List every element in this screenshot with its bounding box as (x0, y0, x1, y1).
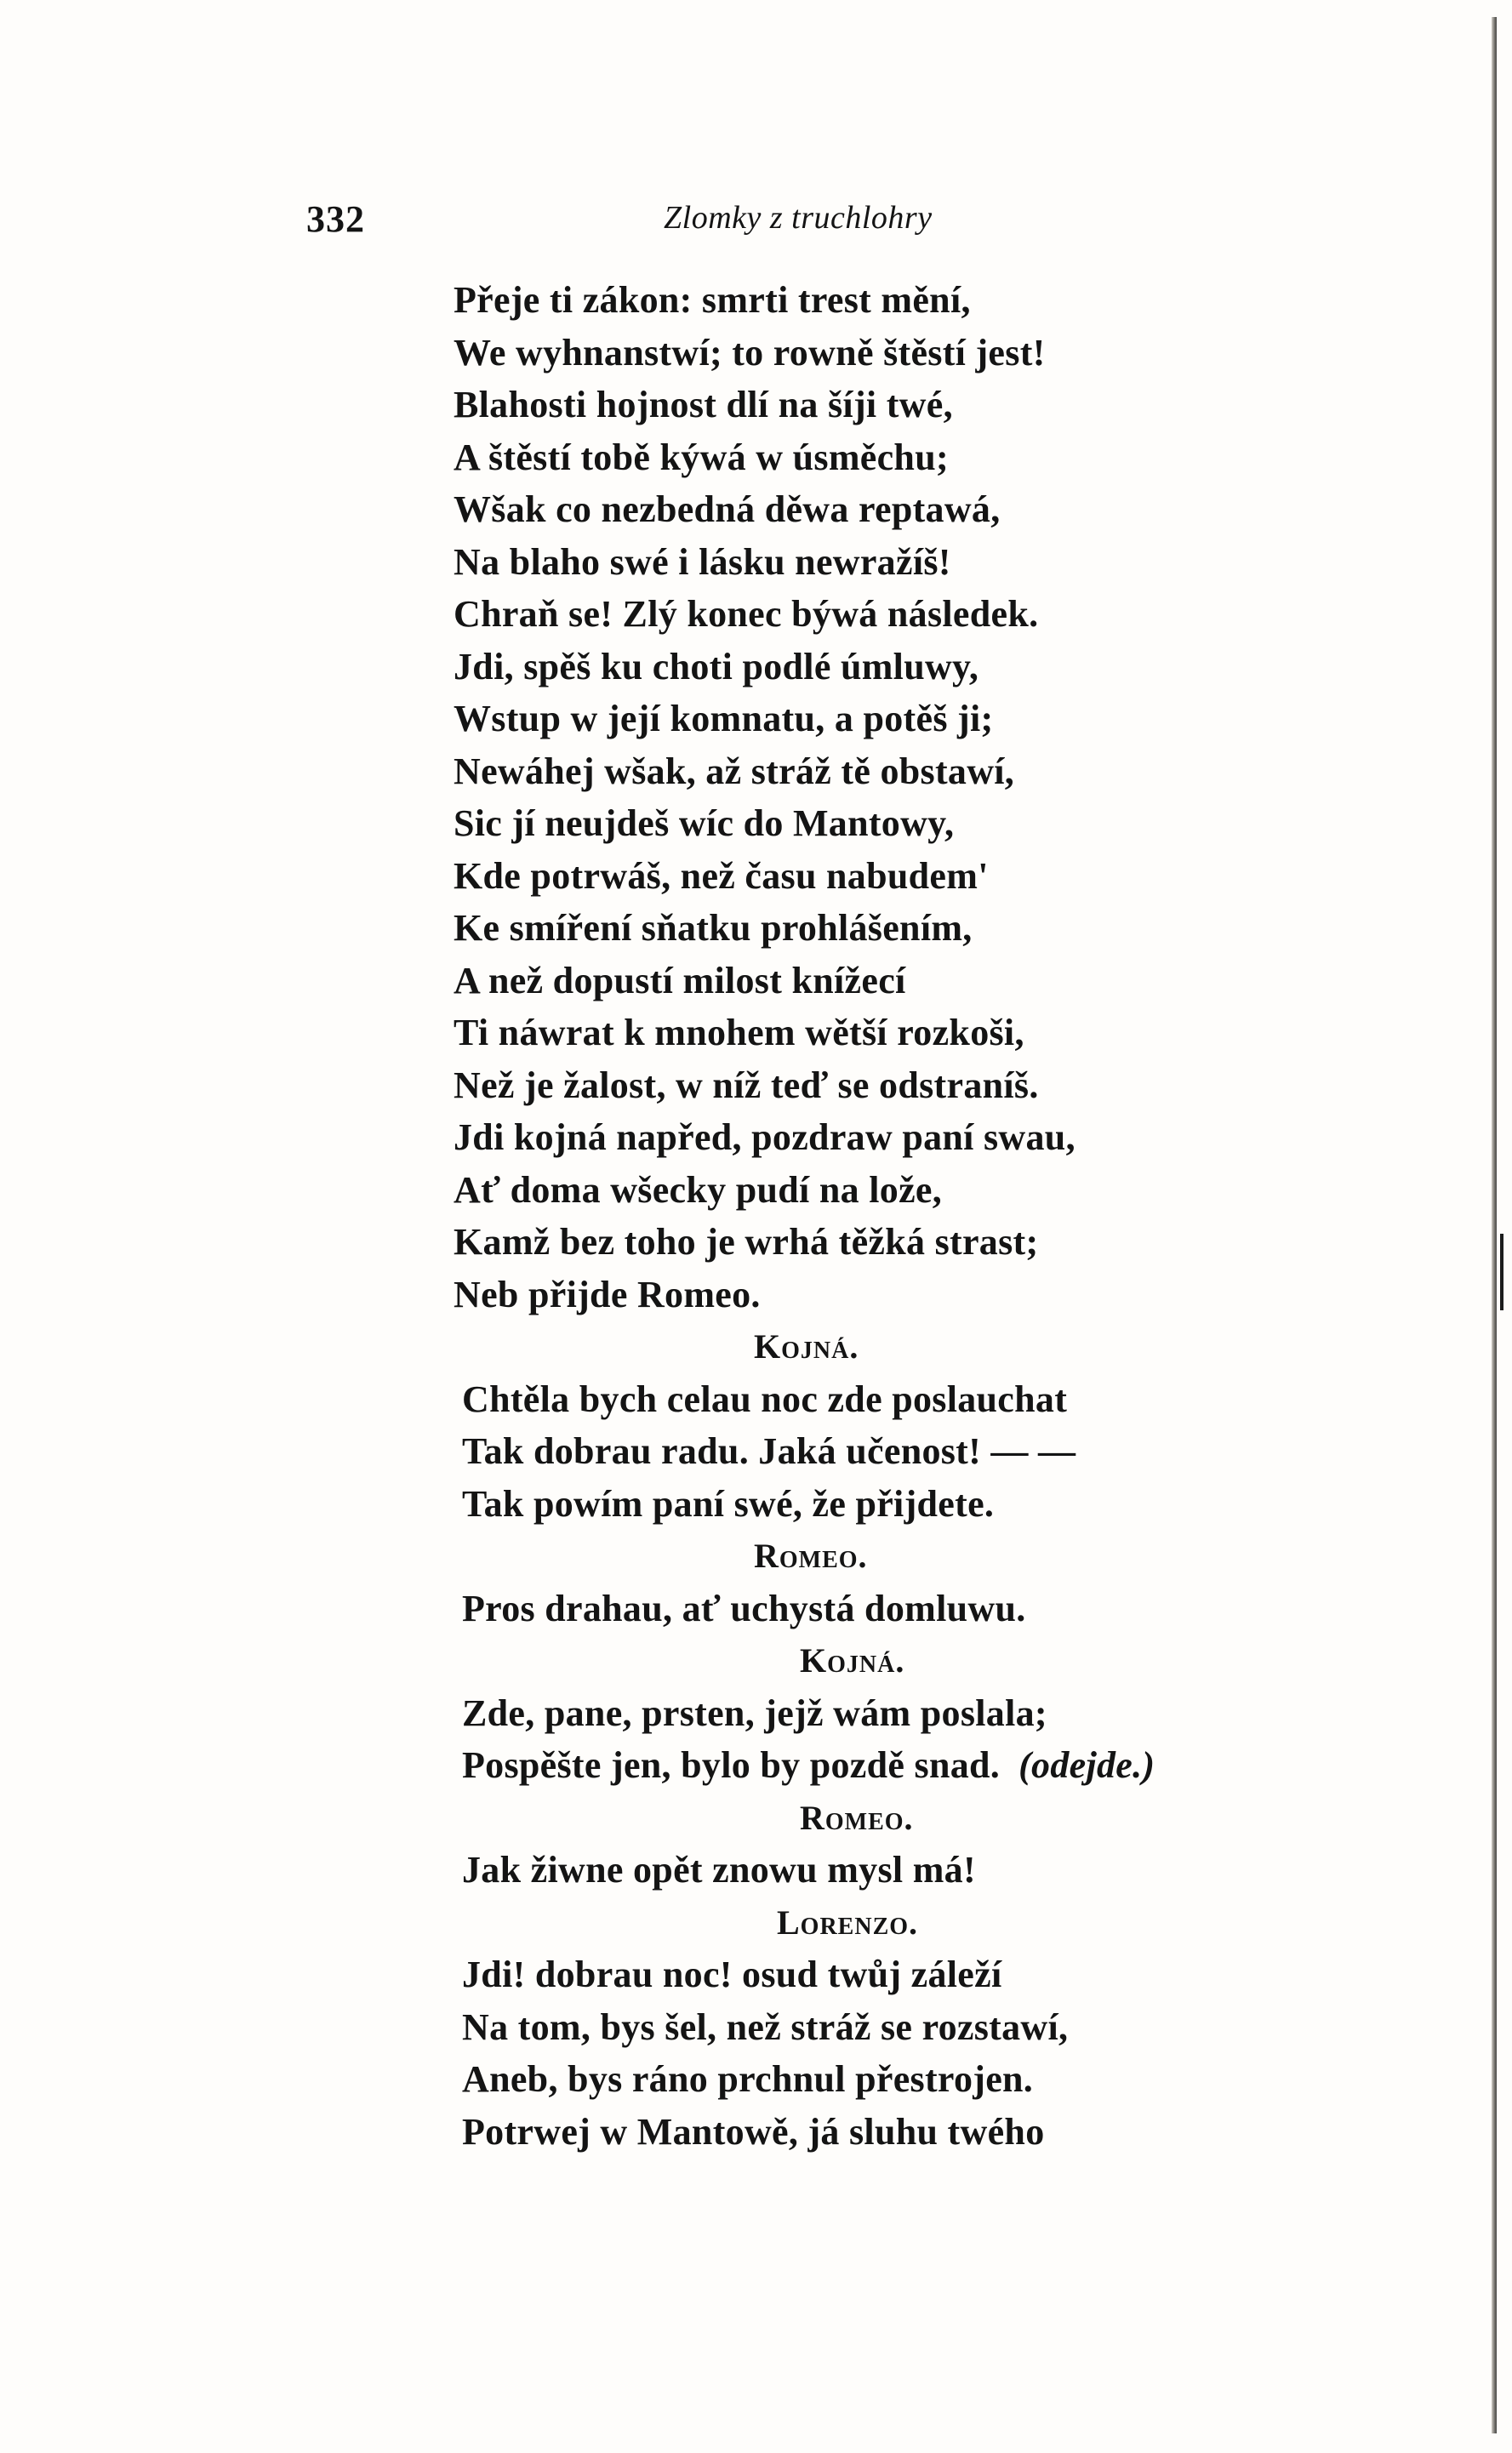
verse-line-text: Ti náwrat k mnohem wětší rozkoši, (454, 1012, 1024, 1053)
verse-line-text: Než je žalost, w níž teď se odstraníš. (454, 1064, 1039, 1106)
verse-line-text: Kde potrwáš, než času nabudem' (454, 854, 989, 897)
speaker-label: Kojná. (754, 1327, 859, 1366)
verse-line (454, 1373, 1304, 1426)
verse-line-text: Kamž bez toho je wrhá těžká strast; (454, 1221, 1039, 1263)
verse-line-text: Pospěšte jen, bylo by pozdě snad. (462, 1744, 1001, 1786)
verse-line-text: Wstup w její komnatu, a potěš ji; (454, 698, 994, 739)
verse-line-text: Jak žiwne opět znowu mysl má! (462, 1849, 976, 1891)
speaker-label: Kojná. (800, 1641, 905, 1680)
verse-line-text: Potrwej w Mantowě, já sluhu twého (462, 2110, 1045, 2153)
page-header (306, 197, 1166, 248)
verse-line (454, 2001, 1304, 2054)
running-title: Zlomky z truchlohry (664, 200, 933, 236)
verse-line (454, 1844, 1304, 1897)
page-edge-shadow (1492, 17, 1497, 2433)
verse-text-block (454, 274, 1304, 2158)
verse-line (454, 1111, 1304, 1164)
verse-line-text: Jdi kojná napřed, pozdraw paní swau, (454, 1116, 1076, 1158)
verse-line-text: Ke smíření sňatku prohlášením, (454, 907, 973, 949)
verse-line-text: Ať doma wšecky pudí na lože, (454, 1168, 943, 1211)
speaker-name (454, 1792, 1304, 1845)
stage-direction: (odejde.) (1018, 1744, 1155, 1786)
verse-line (454, 1425, 1304, 1478)
page-number: 332 (306, 198, 365, 240)
verse-line-text: Na tom, bys šel, než stráž se rozstawí, (462, 2005, 1069, 2048)
verse-line (454, 955, 1304, 1007)
verse-line (454, 1007, 1304, 1059)
verse-line-text: Neb přijde Romeo. (454, 1273, 761, 1315)
verse-line-text: Chraň se! Zlý konec býwá následek. (454, 593, 1039, 635)
verse-line (454, 379, 1304, 431)
verse-line (454, 327, 1304, 379)
verse-line (454, 588, 1304, 641)
verse-line-text: Jdi, spěš ku choti podlé úmluwy, (454, 645, 979, 687)
verse-line (454, 1269, 1304, 1321)
speaker-name (454, 1897, 1304, 1949)
speaker-label: Romeo. (800, 1798, 914, 1837)
verse-line (454, 850, 1304, 903)
verse-line-text: Tak powím paní swé, že přijdete. (462, 1482, 995, 1525)
page-edge-mark (1500, 1234, 1503, 1310)
verse-line (454, 745, 1304, 798)
verse-line (454, 693, 1304, 745)
verse-line (454, 1216, 1304, 1269)
verse-line-text: Chtěla bych celau noc zde poslauchat (462, 1378, 1068, 1420)
verse-line-text: Wšak co nezbedná děwa reptawá, (454, 488, 1001, 530)
verse-line (454, 2053, 1304, 2106)
verse-line-text: Blahosti hojnost dlí na šíji twé, (454, 384, 953, 425)
verse-line (454, 1164, 1304, 1217)
verse-line (454, 2106, 1304, 2159)
verse-line (454, 274, 1304, 327)
verse-line (454, 641, 1304, 693)
verse-line (454, 1739, 1304, 1792)
speaker-label: Lorenzo. (777, 1903, 919, 1942)
verse-line-text: A než dopustí milost knížecí (454, 959, 906, 1001)
speaker-name (454, 1530, 1304, 1583)
verse-line-text: Na blaho swé i lásku newražíš! (454, 540, 951, 583)
verse-line (454, 1687, 1304, 1740)
verse-line (454, 1478, 1304, 1531)
verse-line-text: Jdi! dobrau noc! osud twůj záleží (462, 1954, 1002, 1995)
verse-line-text: Pros drahau, ať uchystá domluwu. (462, 1587, 1026, 1629)
verse-line-text: Aneb, bys ráno prchnul přestrojen. (462, 2058, 1034, 2100)
speaker-name (454, 1321, 1304, 1373)
verse-line (454, 1583, 1304, 1635)
verse-line-text: Sic jí neujdeš wíc do Mantowy, (454, 802, 955, 844)
verse-line-text: Zde, pane, prsten, jejž wám poslala; (462, 1691, 1047, 1734)
verse-line (454, 536, 1304, 589)
verse-line (454, 1948, 1304, 2001)
speaker-label: Romeo. (754, 1537, 868, 1575)
verse-line (454, 902, 1304, 955)
verse-line-text: Newáhej wšak, až stráž tě obstawí, (454, 750, 1015, 792)
verse-line-text: A štěstí tobě kýwá w úsměchu; (454, 436, 949, 478)
verse-line (454, 1059, 1304, 1112)
verse-line (454, 483, 1304, 536)
verse-line (454, 431, 1304, 484)
verse-line-text: Tak dobrau radu. Jaká učenost! — — (462, 1430, 1076, 1472)
verse-line-text: We wyhnanstwí; to rowně štěstí jest! (454, 331, 1046, 374)
speaker-name (454, 1634, 1304, 1687)
verse-line (454, 797, 1304, 850)
verse-line-text: Přeje ti zákon: smrti trest mění, (454, 279, 971, 321)
